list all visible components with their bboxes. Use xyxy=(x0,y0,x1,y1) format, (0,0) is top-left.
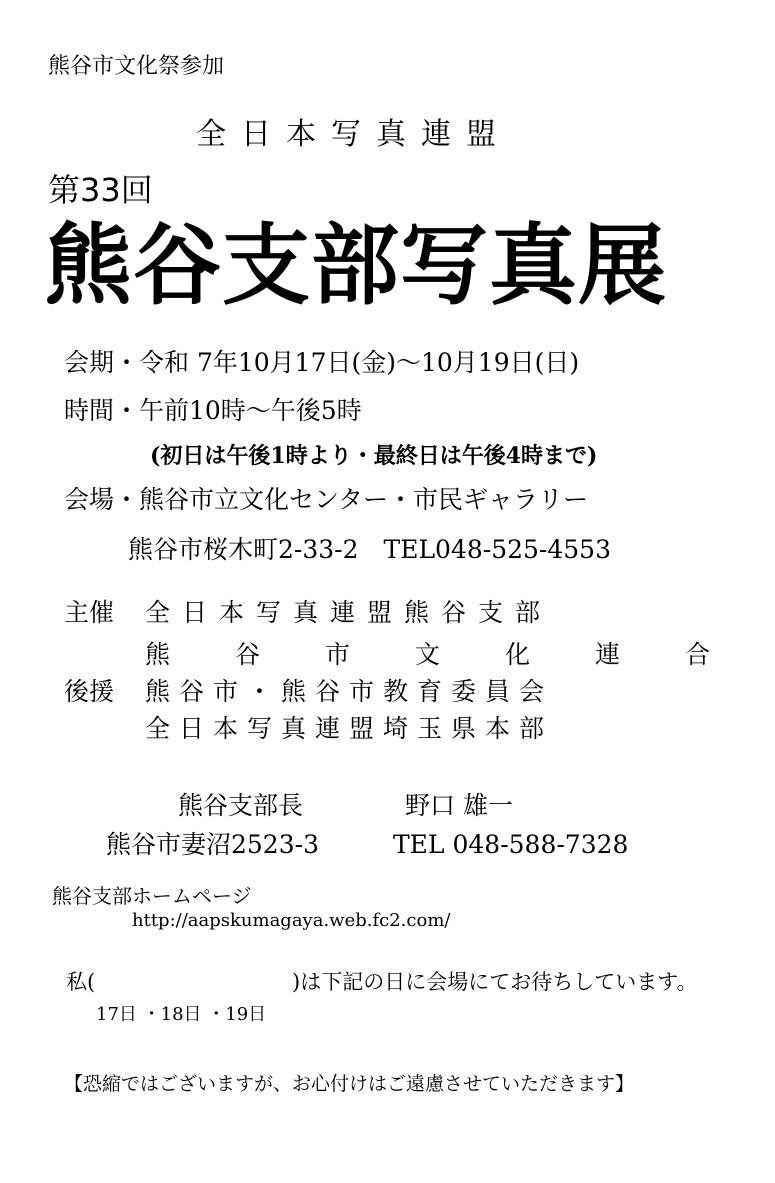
exhibition-title: 熊谷支部写真展 xyxy=(44,214,668,317)
organization-name: 全日本写真連盟 xyxy=(196,117,511,152)
invitation-prefix: 私( xyxy=(66,970,96,994)
host-line-2: 熊谷市文化連合 xyxy=(145,640,775,669)
host-line-1: 全日本写真連盟熊谷支部 xyxy=(145,598,553,627)
invitation-suffix: )は下記の日に会場にてお待ちしています。 xyxy=(292,970,698,994)
homepage-url[interactable]: http://aapskumagaya.web.fc2.com/ xyxy=(132,910,451,931)
exhibition-hours: 時間・午前10時～午後5時 xyxy=(64,396,362,425)
homepage-label: 熊谷支部ホームページ xyxy=(52,884,252,908)
host-label: 主催 xyxy=(64,598,115,627)
exhibition-period: 会期・令和 7年10月17日(金)～10月19日(日) xyxy=(64,348,580,377)
hours-note: (初日は午後1時より・最終日は午後4時まで) xyxy=(150,443,598,469)
support-label: 後援 xyxy=(64,677,115,706)
support-line-2: 全日本写真連盟埼玉県本部 xyxy=(145,714,554,743)
footer-note: 【恐縮ではございますが、お心付けはご遠慮させていただきます】 xyxy=(64,1073,635,1095)
header-note: 熊谷市文化祭参加 xyxy=(48,54,225,79)
support-line-1: 熊谷市・熊谷市教育委員会 xyxy=(145,677,554,706)
contact-tel: TEL 048-588-7328 xyxy=(393,830,629,859)
venue-address: 熊谷市桜木町2-33-2 TEL048-525-4553 xyxy=(128,535,611,564)
contact-address: 熊谷市妻沼2523-3 xyxy=(106,830,319,859)
edition-label: 第33回 xyxy=(48,171,153,209)
contact-name: 野口 雄一 xyxy=(405,791,513,820)
contact-title: 熊谷支部長 xyxy=(178,791,304,820)
exhibition-venue: 会場・熊谷市立文化センター・市民ギャラリー xyxy=(64,485,589,514)
invitation-days: 17日 ・18日 ・19日 xyxy=(96,1004,267,1025)
